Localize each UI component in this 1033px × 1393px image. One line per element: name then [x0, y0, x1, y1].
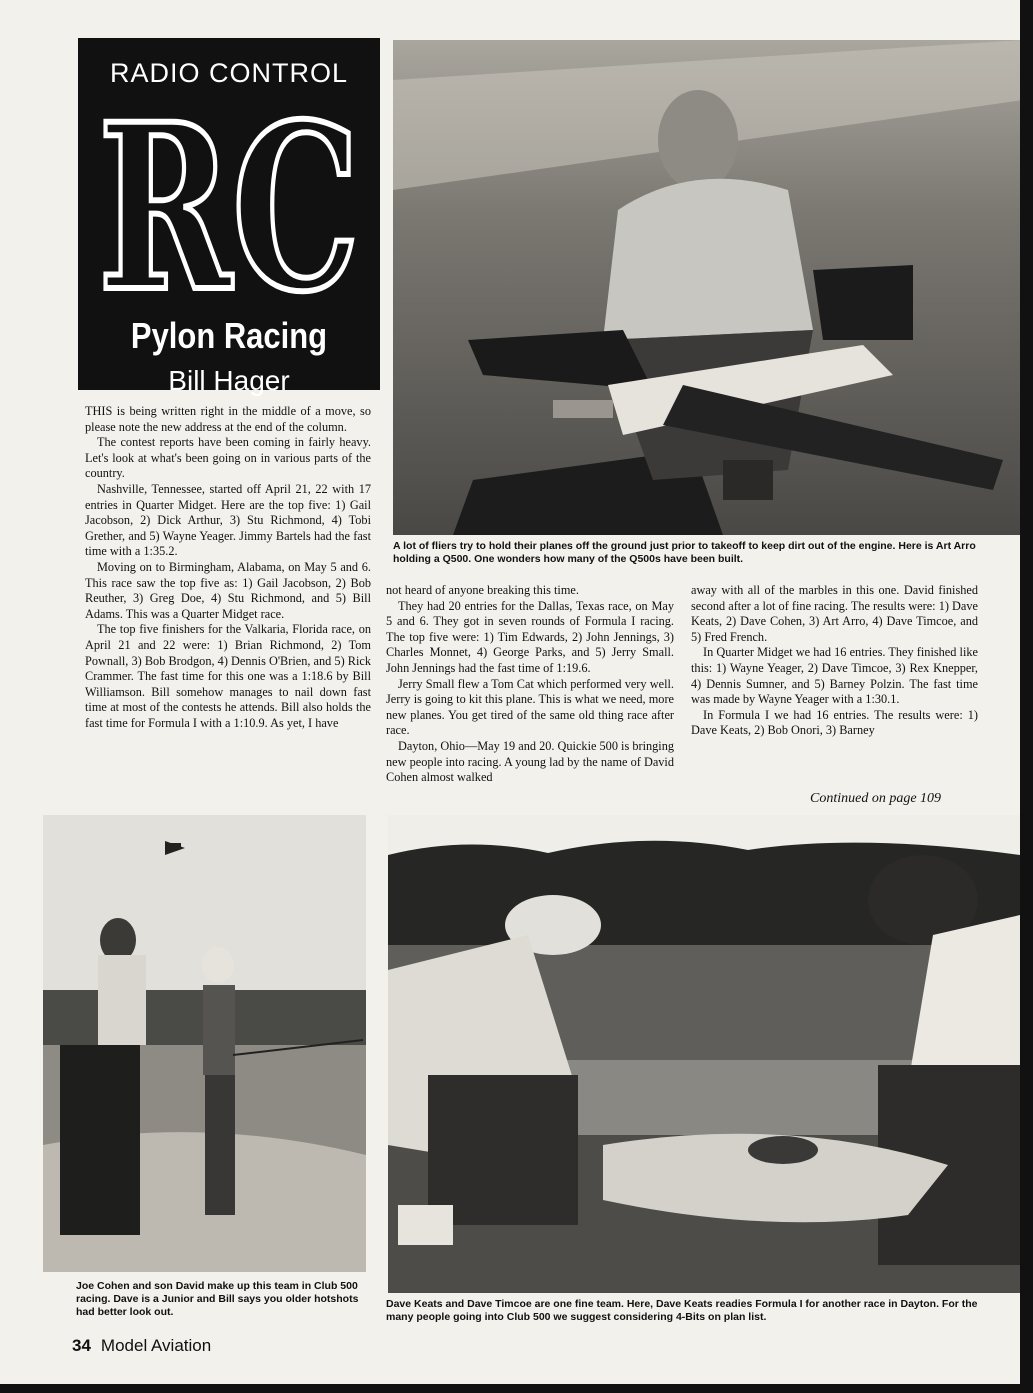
caption-bottom-right: Dave Keats and Dave Timcoe are one fine team. Here, Dave Keats readies Formula I for another race in Dayton. For the many people going into Club 500 we suggest considering 4-Bits on plan list.	[386, 1298, 978, 1323]
photo-art-arro-q500	[393, 40, 1020, 535]
svg-text:RC: RC	[98, 96, 360, 306]
paragraph: away with all of the marbles in this one. David finished second after a lot of fine racing. The results were: 1) Dave Keats, 2) Dave Cohen, 3) Art Arro, 4) Dave Timcoe, and 5) Fred French.	[691, 583, 978, 644]
article-column-3	[691, 583, 978, 739]
article-column-2	[386, 583, 674, 786]
paragraph: THIS is being written right in the middle of a move, so please note the new address at the end of the column.	[85, 404, 371, 434]
article-column-1	[85, 404, 371, 731]
paragraph: Dayton, Ohio—May 19 and 20. Quickie 500 is bringing new people into racing. A young lad by the name of David Cohen almost walked	[386, 738, 674, 785]
author-byline: Bill Hager	[168, 365, 290, 396]
photo-keats-timcoe	[388, 815, 1020, 1293]
caption-top-photo: A lot of fliers try to hold their planes off the ground just prior to takeoff to keep dirt out of the engine. Here is Art Arro holding a Q500. One wonders how many of the Q500s have been built.	[393, 540, 976, 565]
page-number: 34	[72, 1336, 91, 1355]
paragraph: They had 20 entries for the Dallas, Texas race, on May 5 and 6. They got in seven rounds of Formula I racing. The top five were: 1) Tim Edwards, 2) John Jennings, 3) Charles Monnet, 4) George Parks, and 5) Jerry Small. John Jennings had the fast time of 1:19.6.	[386, 598, 674, 675]
continued-note: Continued on page 109	[810, 791, 942, 806]
paragraph: In Formula I we had 16 entries. The results were: 1) Dave Keats, 2) Bob Onori, 3) Barney	[691, 707, 978, 738]
paragraph: Jerry Small flew a Tom Cat which performed very well. Jerry is going to kit this plane. This is what we need, more new planes. You get tired of the same old thing race after race.	[386, 676, 674, 738]
paragraph: not heard of anyone breaking this time.	[386, 583, 579, 597]
header-kicker: RADIO CONTROL	[109, 58, 349, 88]
paragraph: The contest reports have been coming in fairly heavy. Let's look at what's been going on in various parts of the country.	[85, 435, 371, 481]
caption-bottom-left: Joe Cohen and son David make up this team in Club 500 racing. Dave is a Junior and Bill says you older hotshots had better look out.	[76, 1280, 359, 1318]
column-header	[78, 38, 380, 396]
photo-cohen-team	[43, 815, 366, 1272]
rc-logo	[94, 96, 364, 306]
paragraph: Moving on to Birmingham, Alabama, on May 5 and 6. This race saw the top five as: 1) Gail Jacobson, 2) Bob Reuther, 3) Greg Doe, 4) Stu Richmond, and 5) Bill Adams. This was a Quarter Midget race.	[85, 559, 371, 621]
page-footer	[72, 1336, 211, 1356]
paragraph: The top five finishers for the Valkaria, Florida race, on April 21 and 22 were: 1) Brian Richmond, 2) Tom Pownall, 3) Bob Brodgon, 4) Dennis O'Brien, and 5) Rick Crammer. The fast time for this one was a 1:18.6 by Bill Williamson. Bill somehow manages to nail down fast time at most of the contests he attends. Bill also holds the fast time for Formula I with a 1:10.9. As yet, I have	[85, 622, 371, 730]
paragraph: In Quarter Midget we had 16 entries. They finished like this: 1) Wayne Yeager, 2) Dave Timcoe, 3) Rex Knepper, 4) Dennis Sumner, and 5) Barney Polzin. The fast time was made by Wayne Yeager with a 1:30.1.	[691, 645, 978, 707]
column-title: Pylon Racing	[130, 315, 328, 356]
publication-name: Model Aviation	[100, 1336, 212, 1355]
paragraph: Nashville, Tennessee, started off April 21, 22 with 17 entries in Quarter Midget. Here are the top five: 1) Gail Jacobson, 2) Dick Arthur, 3) Stu Richmond, 4) Tobi Grether, and 5) Wayne Yeager. Jimmy Bartels had the fast time with a 1:35.2.	[85, 481, 371, 559]
